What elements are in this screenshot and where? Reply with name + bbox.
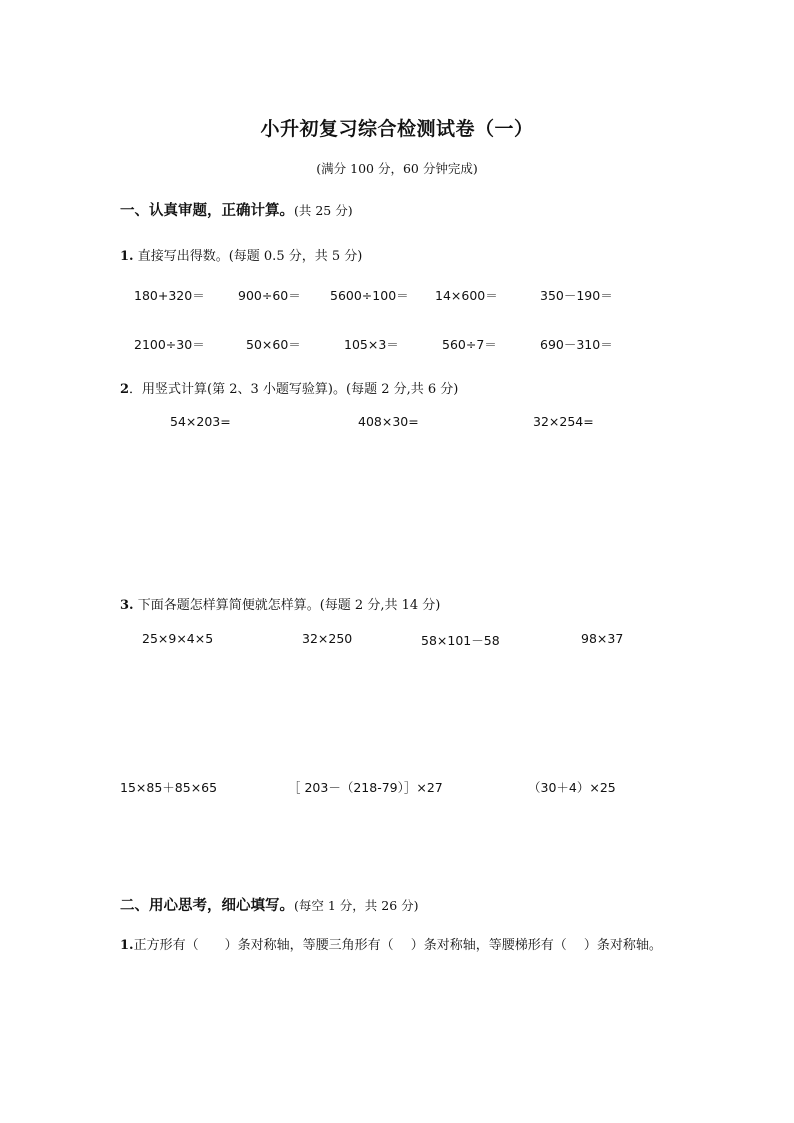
oral-calc-item: 560÷7＝ (442, 337, 497, 352)
question-1-1 (120, 245, 362, 264)
question-text: 正方形有（ ）条对称轴，等腰三角形有（ ）条对称轴，等腰梯形有（ ）条对称轴。 (133, 938, 662, 953)
page-subtitle: (满分 100 分，60 分钟完成) (316, 161, 478, 176)
page-title: 小升初复习综合检测试卷（一） (260, 118, 534, 140)
question-number: 3. (120, 598, 134, 613)
simplify-calc-item: （30＋4）×25 (528, 780, 616, 795)
simplify-calc-item: 32×250 (302, 631, 353, 646)
simplify-calc-item: 15×85＋85×65 (120, 780, 218, 795)
oral-calc-item: 14×600＝ (435, 288, 498, 303)
section-1-title: 一、认真审题，正确计算。 (120, 202, 294, 219)
oral-calc-item: 900÷60＝ (238, 288, 301, 303)
vertical-calc-item: 54×203= (170, 414, 231, 429)
simplify-calc-item: 98×37 (581, 631, 624, 646)
oral-calc-item: 105×3＝ (344, 337, 399, 352)
question-number: 1. (120, 938, 134, 953)
question-2-1 (120, 932, 680, 960)
question-1-2 (120, 378, 458, 397)
question-number: 2 (120, 382, 130, 397)
vertical-calc-item: 32×254= (533, 414, 594, 429)
oral-calc-item: 5600÷100＝ (330, 288, 409, 303)
oral-calc-item: 50×60＝ (246, 337, 301, 352)
simplify-calc-item: 58×101－58 (421, 633, 500, 648)
oral-calc-item: 690－310＝ (540, 337, 613, 352)
question-text: 下面各题怎样算简便就怎样算。(每题 2 分,共 14 分) (133, 598, 441, 613)
section-2-note: (每空 1 分，共 26 分) (294, 898, 419, 913)
simplify-calc-item: ［ 203－（218-79）］×27 (288, 780, 443, 795)
oral-calc-item: 2100÷30＝ (134, 337, 205, 352)
question-text: ．用竖式计算(第 2、3 小题写验算)。(每题 2 分,共 6 分) (129, 382, 459, 397)
oral-calc-item: 180+320＝ (134, 288, 205, 303)
section-1-heading (120, 199, 353, 220)
simplify-calc-item: 25×9×4×5 (142, 631, 214, 646)
vertical-calc-item: 408×30= (358, 414, 419, 429)
section-2-title: 二、用心思考，细心填写。 (120, 897, 294, 914)
question-text: 直接写出得数。(每题 0.5 分，共 5 分) (133, 249, 363, 264)
section-1-note: (共 25 分) (294, 203, 353, 218)
question-number: 1. (120, 249, 134, 264)
oral-calc-item: 350－190＝ (540, 288, 613, 303)
section-2-heading (120, 894, 419, 915)
question-1-3 (120, 594, 440, 613)
